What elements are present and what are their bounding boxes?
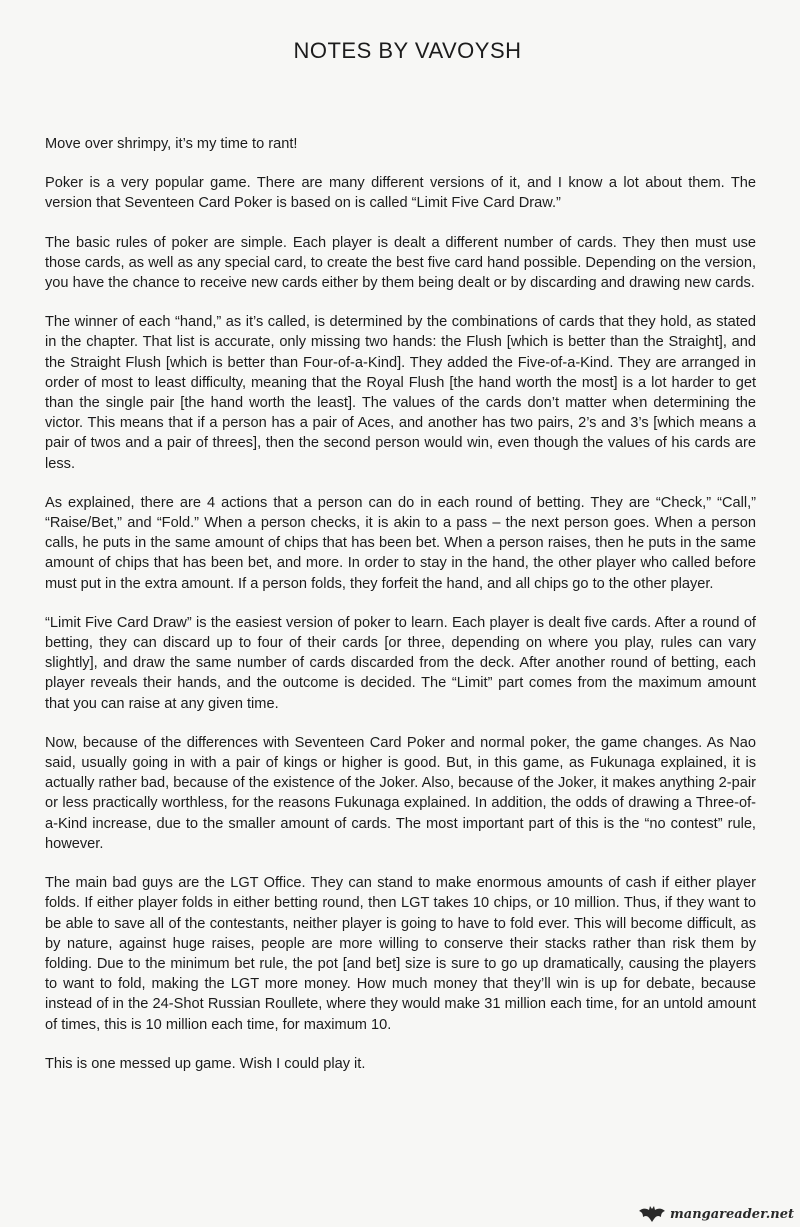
notes-body <box>45 134 756 1074</box>
paragraph-poker-versions: Poker is a very popular game. There are many different versions of it, and I know a lot about them. The version that Seventeen Card Poker is based on is called “Limit Five Card Draw.” <box>45 175 756 212</box>
paragraph-lgt-office: The main bad guys are the LGT Office. They can stand to make enormous amounts of cash if either player folds. If either player folds in either betting round, then LGT takes 10 chips, or 10 million. Thus, if they want to be able to save all of the contestants, neither player is going to have to fold ever. This will become difficult, as by nature, against huge raises, people are more willing to conserve their stacks rather than risk them by folding. Due to the minimum bet rule, the pot [and bet] size is sure to go up dramatically, causing the players to want to fold, making the LGT more money. How much money that they’ll win is up for debate, because instead of in the 24-Shot Russian Roullete, where they would make 31 million each time, for an untold amount of times, this is 10 million each time, for maximum 10. <box>45 875 756 1033</box>
paragraph-hand-rankings: The winner of each “hand,” as it’s called, is determined by the combinations of cards that they hold, as stated in the chapter. That list is accurate, only missing two hands: the Flush [which is better than the Straight], and the Straight Flush [which is better than Four-of-a-Kind]. They added the Five-of-a-Kind. They are arranged in order of most to least difficulty, meaning that the Royal Flush [the hand worth the most] is a lot harder to get than the single pair [the hand worth the least]. The values of the cards don’t matter when determining the victor. This means that if a person has a pair of Aces, and another has two pairs, 2’s and 3’s [which means a pair of twos and a pair of threes], then the second person would win, even though the values of his cards are less. <box>45 314 756 472</box>
page-title: NOTES BY VAVOYSH <box>293 38 522 63</box>
paragraph-basic-rules: The basic rules of poker are simple. Each player is dealt a different number of cards. They then must use those cards, as well as any special card, to create the best five card hand possible. Depending on the version, you have the chance to receive new cards either by them being dealt or by discarding and drawing new cards. <box>45 234 756 292</box>
paragraph-closing: This is one messed up game. Wish I could play it. <box>45 1055 366 1072</box>
paragraph-intro: Move over shrimpy, it’s my time to rant! <box>45 136 298 152</box>
watermark <box>638 1205 794 1223</box>
watermark-text: mangareader.net <box>670 1206 794 1222</box>
paragraph-limit-five-card-draw: “Limit Five Card Draw” is the easiest version of poker to learn. Each player is dealt five cards. After a round of betting, they can discard up to four of their cards [or three, depending on where you play, rules can vary slightly], and draw the same number of cards discarded from the deck. After another round of betting, each player reveals their hands, and the outcome is decided. The “Limit” part comes from the maximum amount that you can raise at any given time. <box>45 614 756 712</box>
bat-logo-icon <box>638 1205 666 1223</box>
paragraph-seventeen-card-differences: Now, because of the differences with Seventeen Card Poker and normal poker, the game changes. As Nao said, usually going in with a pair of kings or higher is good. But, in this game, as Fukunaga explained, it is actually rather bad, because of the existence of the Joker. Also, because of the Joker, it makes anything 2-pair or less practically worthless, for the reasons Fukunaga explained. In addition, the odds of drawing a Three-of-a-Kind increase, due to the smaller amount of cards. The most important part of this is the “no contest” rule, however. <box>45 734 756 852</box>
paragraph-betting-actions: As explained, there are 4 actions that a person can do in each round of betting. They are “Check,” “Call,” “Raise/Bet,” and “Fold.” When a person checks, it is akin to a pass – the next person goes. When a person calls, he puts in the same amount of chips that has been bet. When a person raises, then he puts in the same amount of chips that has been bet, and more. In order to stay in the hand, the other player who called before must put in the extra amount. If a person folds, they forfeit the hand, and all chips go to the other player. <box>45 494 756 592</box>
